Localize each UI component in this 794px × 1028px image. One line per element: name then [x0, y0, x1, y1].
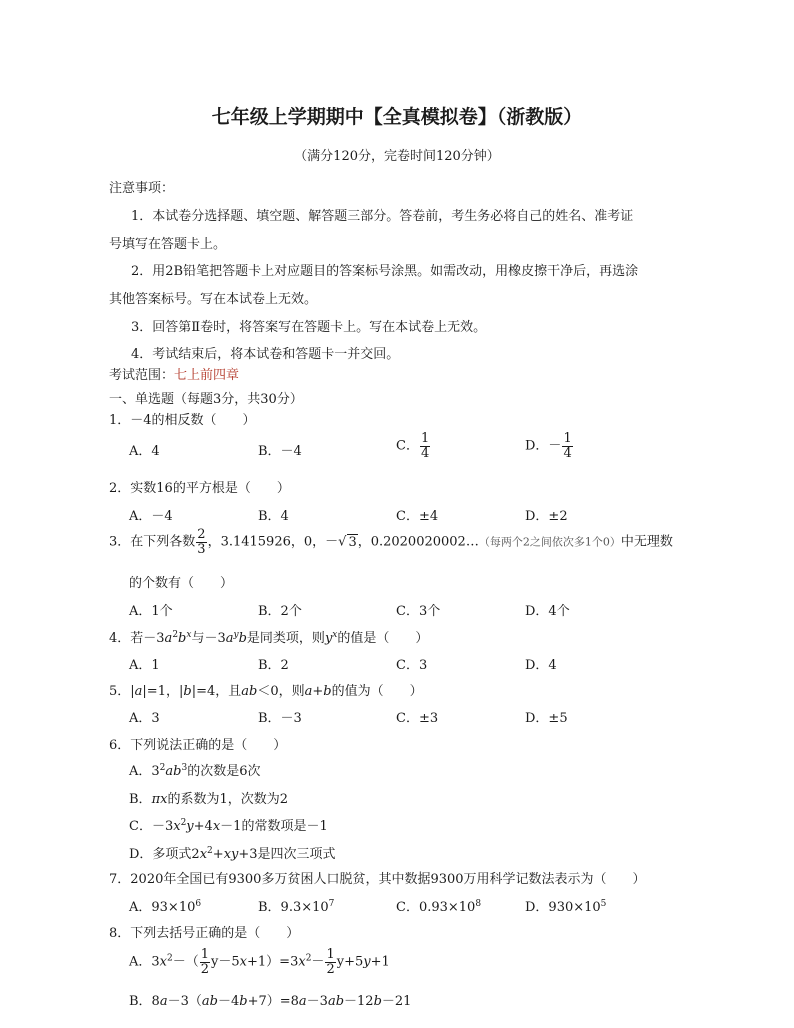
q7-option-a: A．$93\times 10^6$: [129, 899, 202, 915]
q6-stem: 6．下列说法正确的是（ ）: [109, 738, 287, 753]
fraction: $\frac{1}{4}$: [420, 431, 430, 461]
q1-option-d: D．－ $\frac{1}{4}$: [525, 431, 572, 461]
q8-stem: 8．下列去括号正确的是（ ）: [109, 926, 300, 941]
page-subtitle: （满分120分，完卷时间120分钟）: [294, 149, 500, 164]
q3-stem: 3．在下列各数 $\frac{2}{3}$ ，3.1415926，0，－√ 3，0.2020020002…（每两个2之间依次多1个0）中无理数: [109, 527, 673, 557]
q1-stem: 1．－4的相反数（ ）: [109, 413, 256, 428]
q5-option-c: C．±3: [396, 711, 439, 726]
q6-option-c: C．$-3x^2y+4x-1$的常数项是－1: [129, 818, 328, 834]
exam-scope-value: 七上前四章: [174, 368, 240, 383]
fraction: $\frac{1}{2}$: [200, 947, 210, 977]
q7-option-b: B．$9.3\times 10^7$: [258, 899, 335, 915]
q3-option-c: C．3个: [396, 604, 441, 619]
q3-option-b: B．2个: [258, 604, 302, 619]
q7-option-c: C．$0.93\times 10^8$: [396, 899, 482, 915]
q2-option-d: D．±2: [525, 509, 568, 524]
q2-option-c: C．±4: [396, 509, 439, 524]
q6-option-d: D．多项式$2x^2+xy+3$是四次三项式: [129, 846, 336, 862]
section-heading: 一、单选题（每题3分，共30分）: [109, 392, 303, 407]
page-title: 七年级上学期期中【全真模拟卷】（浙教版）: [211, 106, 583, 128]
notice-line-1b: 号填写在答题卡上。: [109, 237, 227, 252]
q5-option-a: A．3: [129, 711, 160, 726]
exam-scope-label: 考试范围：: [109, 368, 175, 383]
notice-line-1a: 1．本试卷分选择题、填空题、解答题三部分。答卷前，考生务必将自己的姓名、准考证: [131, 209, 634, 224]
q3-option-d: D．4个: [525, 604, 570, 619]
q1-option-a: A．4: [129, 444, 160, 459]
q1-option-b: B．－4: [258, 444, 302, 459]
q6-option-b: B．πx的系数为1，次数为2: [129, 792, 288, 807]
q4-option-d: D．4: [525, 658, 557, 673]
q2-option-a: A．－4: [129, 509, 173, 524]
notice-line-3: 3．回答第Ⅱ卷时，将答案写在答题卡上。写在本试卷上无效。: [131, 320, 487, 335]
q8-option-a: A．$3x^2-$（ $\frac{1}{2}$ $y-5x+1)=3x^2-$ $\frac{1}{2}$ y+5y+1: [129, 947, 390, 977]
q4-option-c: C．3: [396, 658, 428, 673]
q3-option-a: A．1个: [129, 604, 173, 619]
q6-option-a: A．$3^2ab^3$的次数是6次: [129, 763, 261, 779]
q7-stem: 7．2020年全国已有9300多万贫困人口脱贫，其中数据9300万用科学记数法表示为（ ）: [109, 872, 646, 887]
q5-option-b: B．－3: [258, 711, 302, 726]
notice-line-2b: 其他答案标号。写在本试卷上无效。: [109, 292, 318, 307]
notice-heading: 注意事项：: [109, 181, 175, 196]
q2-option-b: B．4: [258, 509, 289, 524]
notice-line-4: 4．考试结束后，将本试卷和答题卡一并交回。: [131, 347, 400, 362]
q4-option-b: B．2: [258, 658, 289, 673]
q3-stem-line2: 的个数有（ ）: [129, 576, 234, 591]
notice-line-2a: 2．用2B铅笔把答题卡上对应题目的答案标号涂黑。如需改动，用橡皮擦干净后，再选涂: [131, 264, 639, 279]
fraction: $\frac{2}{3}$: [197, 527, 206, 557]
fraction: $\frac{1}{2}$: [326, 947, 335, 977]
q7-option-d: D．$930\times 10^5$: [525, 899, 607, 915]
q8-option-b: B．8a－3（ab－4b+7）=8a－3ab－12b－21: [129, 994, 412, 1009]
q2-stem: 2．实数16的平方根是（ ）: [109, 481, 290, 496]
q1-option-c: C． $\frac{1}{4}$: [396, 431, 430, 461]
q5-stem: 5．|a|=1，|b|=4，且ab＜0，则a+b的值为（ ）: [109, 684, 423, 699]
q5-option-d: D．±5: [525, 711, 568, 726]
q4-option-a: A．1: [129, 658, 160, 673]
exam-scope: [109, 364, 239, 383]
fraction: $\frac{1}{4}$: [563, 431, 572, 461]
q4-stem: 4．若$-3a^2b^x$与$-3a^yb$是同类项，则$y^x$的值是（ ）: [109, 630, 429, 646]
